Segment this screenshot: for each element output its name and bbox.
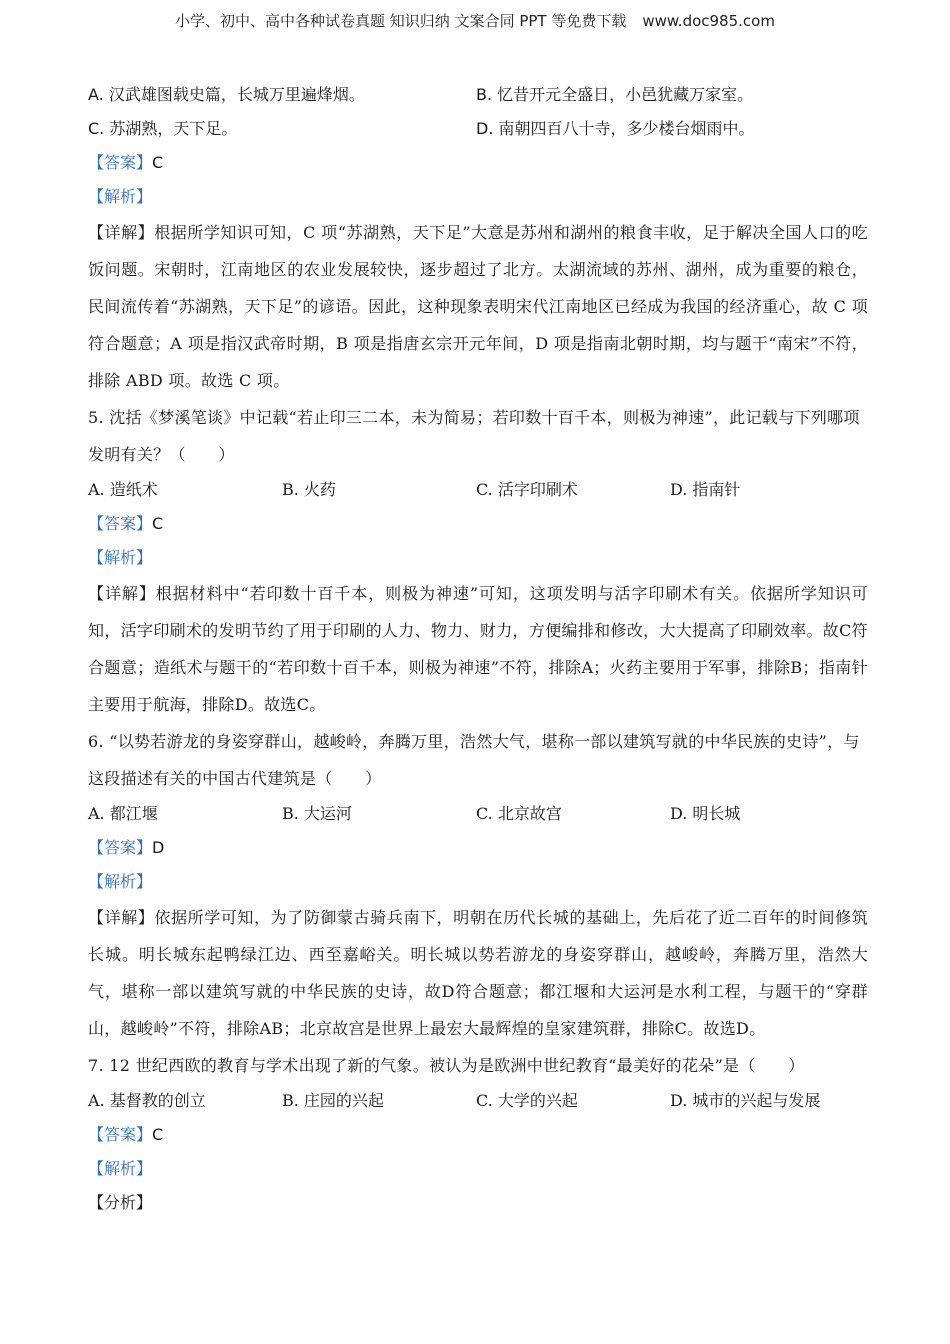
q7-answer	[88, 1118, 868, 1152]
q7-option-c: C. 大学的兴起	[476, 1091, 578, 1110]
answer-value: C	[152, 1125, 164, 1144]
q4-option-b: B. 忆昔开元全盛日，小邑犹藏万家室。	[476, 85, 754, 104]
q5-option-d: D. 指南针	[670, 480, 741, 499]
answer-tag: 【答案】	[88, 514, 153, 533]
q4-options-row-1	[88, 78, 868, 112]
q6-detail	[88, 899, 868, 1047]
q5-detail	[88, 575, 868, 723]
q6-options-row	[88, 797, 868, 831]
answer-tag: 【答案】	[88, 838, 153, 857]
q4-option-c: C. 苏湖熟，天下足。	[88, 119, 238, 138]
q4-detail	[88, 214, 868, 399]
answer-value: C	[152, 514, 164, 533]
q5-option-b: B. 火药	[282, 480, 336, 499]
q4-option-d: D. 南朝四百八十寺，多少楼台烟雨中。	[476, 119, 755, 138]
q4-analysis-tag: 【解析】	[88, 187, 153, 206]
detail-tag: 【详解】	[88, 908, 155, 927]
header-url[interactable]: www.doc985.com	[642, 12, 775, 30]
q6-option-b: B. 大运河	[282, 804, 352, 823]
q5-option-a: A. 造纸术	[88, 480, 158, 499]
q7-question: 7. 12 世纪西欧的教育与学术出现了新的气象。被认为是欧洲中世纪教育“最美好的花朵”是（ ）	[88, 1056, 805, 1075]
q6-answer	[88, 831, 868, 865]
q7-analysis-tag: 【解析】	[88, 1159, 153, 1178]
q5-question: 5. 沈括《梦溪笔谈》中记载“若止印三二本，未为简易；若印数十百千本，则极为神速”，此记载与下列哪项发明有关？（ ）	[88, 408, 860, 464]
q5-option-c: C. 活字印刷术	[476, 480, 578, 499]
q4-option-a: A. 汉武雄图载史篇，长城万里遍烽烟。	[88, 85, 365, 104]
q6-option-a: A. 都江堰	[88, 804, 158, 823]
answer-value: D	[152, 838, 165, 857]
page-header	[0, 10, 950, 31]
q6-analysis-tag: 【解析】	[88, 872, 153, 891]
q4-options-row-2	[88, 112, 868, 146]
q5-options-row	[88, 473, 868, 507]
q6-option-d: D. 明长城	[670, 804, 741, 823]
q7-option-a: A. 基督教的创立	[88, 1091, 206, 1110]
q7-option-d: D. 城市的兴起与发展	[670, 1091, 821, 1110]
q6-option-c: C. 北京故宫	[476, 804, 562, 823]
detail-text: 根据所学知识可知，C 项“苏湖熟，天下足”大意是苏州和湖州的粮食丰收，足于解决全国人口的吃饭问题。宋朝时，江南地区的农业发展较快，逐步超过了北方。太湖流域的苏州、湖州，成为重要的粮仓，民间流传着“苏湖熟，天下足”的谚语。因此，这种现象表明宋代江南地区已经成为我国的经济重心，故 C 项符合题意；A 项是指汉武帝时期，B 项是指唐玄宗开元年间，D 项是指南北朝时期，均与题干“南宋”不符，排除 ABD 项。故选 C 项。	[88, 223, 868, 390]
detail-text: 根据材料中“若印数十百千本，则极为神速”可知，这项发明与活字印刷术有关。依据所学知识可知，活字印刷术的发明节约了用于印刷的人力、物力、财力，方便编排和修改，大大提高了印刷效率。故C符合题意；造纸术与题干的“若印数十百千本，则极为神速”不符，排除A；火药主要用于军事，排除B；指南针主要用于航海，排除D。故选C。	[88, 584, 869, 714]
q7-options-row	[88, 1084, 868, 1118]
detail-tag: 【详解】	[88, 584, 156, 603]
header-text: 小学、初中、高中各种试卷真题 知识归纳 文案合同 PPT 等免费下载	[175, 12, 627, 30]
q5-answer	[88, 507, 868, 541]
q6-question: 6. “以势若游龙的身姿穿群山，越峻岭，奔腾万里，浩然大气，堪称一部以建筑写就的中华民族的史诗”，与这段描述有关的中国古代建筑是（ ）	[88, 732, 860, 788]
answer-value: C	[152, 153, 164, 172]
q5-analysis-tag: 【解析】	[88, 548, 153, 567]
q4-answer	[88, 146, 868, 180]
q7-fenxi-tag: 【分析】	[88, 1193, 153, 1212]
detail-text: 依据所学可知，为了防御蒙古骑兵南下，明朝在历代长城的基础上，先后花了近二百年的时间修筑长城。明长城东起鸭绿江边、西至嘉峪关。明长城以势若游龙的身姿穿群山，越峻岭，奔腾万里，浩然大气，堪称一部以建筑写就的中华民族的史诗，故D符合题意；都江堰和大运河是水利工程，与题干的“穿群山，越峻岭”不符，排除AB；北京故宫是世界上最宏大最辉煌的皇家建筑群，排除C。故选D。	[88, 908, 869, 1038]
q7-option-b: B. 庄园的兴起	[282, 1091, 384, 1110]
answer-tag: 【答案】	[88, 1125, 153, 1144]
answer-tag: 【答案】	[88, 153, 153, 172]
detail-tag: 【详解】	[88, 223, 155, 242]
document-body	[88, 78, 868, 1220]
